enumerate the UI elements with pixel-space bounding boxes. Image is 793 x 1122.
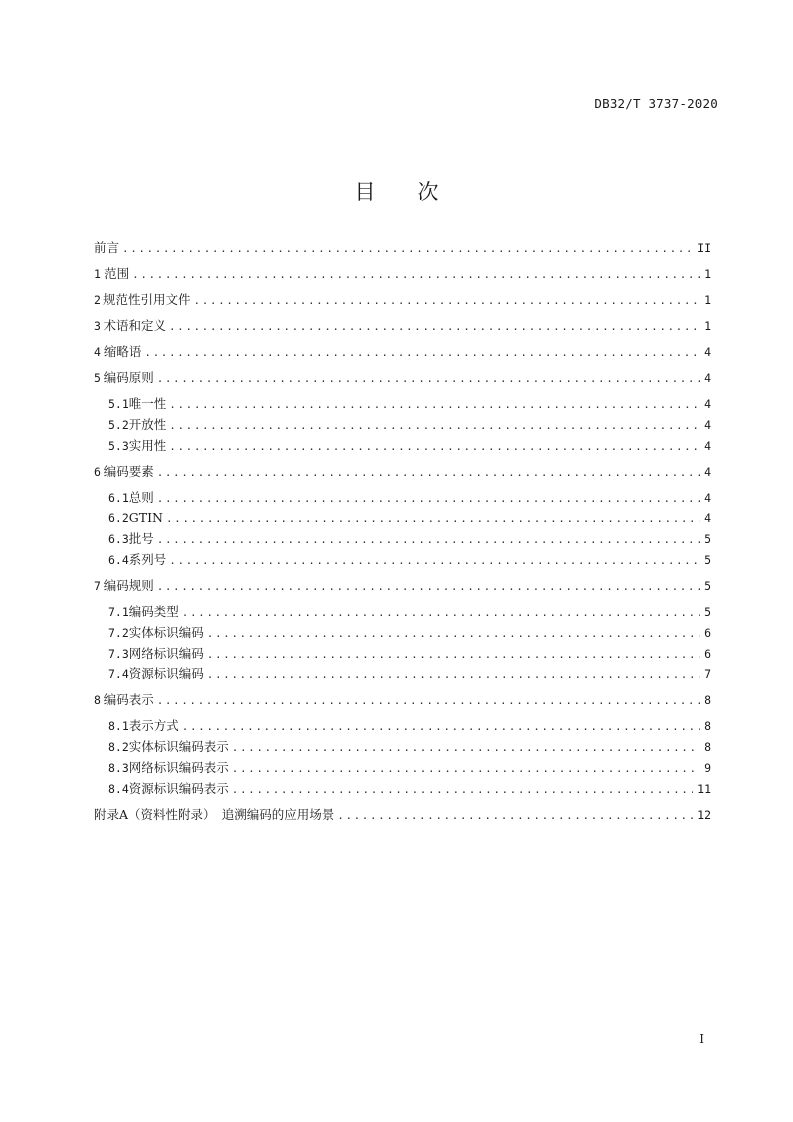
toc-entry-page: 4 [704,397,711,411]
dot-leader [182,603,700,623]
dot-leader [157,691,700,711]
toc-entry-number: 6.2 [108,511,129,526]
toc-entry[interactable] [108,737,711,757]
toc-entry[interactable] [94,690,711,710]
toc-entry-page: II [697,241,711,255]
toc-entry[interactable] [108,550,711,570]
toc-entry-number: 8.1 [108,719,129,734]
toc-entry-page: 1 [704,267,711,281]
toc-entry-label: 规范性引用文件 [103,292,191,307]
toc-entry[interactable] [108,529,711,549]
toc-entry-page: 5 [704,579,711,593]
toc-entry-label: 前言 [94,240,120,255]
dot-leader [169,551,700,571]
toc-entry-label: 系列号 [128,552,167,567]
toc-entry[interactable] [94,238,711,258]
toc-entry-label: 附录A（资料性附录） 追溯编码的应用场景 [94,806,335,822]
toc-entry-page: 8 [704,719,711,734]
dot-leader [207,645,700,665]
toc-entry-number: 7.2 [108,625,129,640]
dot-leader [157,530,700,550]
toc-entry-number: 5 [94,371,101,385]
toc-entry[interactable] [108,488,711,508]
dot-leader [182,717,700,737]
toc-entry[interactable] [108,508,711,528]
toc-entry-label: 编码规则 [103,578,154,593]
toc-entry-number: 7 [94,579,101,593]
toc-entry-label: 网络标识编码 [128,645,204,661]
toc-entry-label: 缩略语 [103,344,142,359]
dot-leader [232,738,700,758]
toc-entry-number: 8.4 [108,781,129,796]
toc-entry[interactable] [108,779,711,799]
toc-entry-label: GTIN [128,510,163,526]
toc-entry-page: 4 [704,464,711,479]
toc-entry-page: 8 [704,693,711,708]
toc-entry-label: 实体标识编码 [128,624,204,640]
toc-entry-label: 编码要素 [103,463,154,479]
toc-entry[interactable] [108,644,711,664]
dot-leader [337,806,693,826]
toc-entry-label: 批号 [128,531,154,547]
toc-entry-label: 表示方式 [128,718,179,734]
toc-entry-number: 2 [94,293,101,307]
toc-entry-number: 8.3 [108,761,129,775]
toc-entry[interactable] [94,368,711,388]
toc-entry-number: 8.2 [108,740,129,755]
toc-entry-page: 11 [697,781,711,796]
toc-entry-label: 网络标识编码表示 [128,760,229,775]
page-title: 目次 [354,180,481,204]
toc-entry-page: 1 [704,293,711,307]
toc-entry-page: 6 [704,646,711,661]
toc-entry-number: 5.1 [108,397,129,411]
dot-leader [157,463,700,483]
toc-entry-label: 资源标识编码 [128,666,204,682]
dot-leader [194,291,701,311]
toc-entry[interactable] [108,436,711,456]
toc-entry-number: 7.1 [108,605,129,619]
toc-entry-page: 4 [704,511,711,526]
toc-entry-page: 1 [704,319,711,333]
toc-entry-page: 4 [704,371,711,385]
toc-entry-label: 开放性 [128,416,167,432]
toc-entry-page: 4 [704,345,711,359]
toc-entry[interactable] [108,664,711,684]
toc-entry-number: 6 [94,464,101,479]
document-code: DB32/T 3737-2020 [594,96,718,111]
dot-leader [207,665,700,685]
toc-entry-number: 7.3 [108,646,129,661]
page-number: I [699,1032,704,1046]
dot-leader [169,317,700,337]
toc-entry-page: 4 [704,490,711,505]
toc-entry[interactable] [94,264,711,284]
toc-entry-number: 3 [94,319,101,333]
toc-entry-number: 5.3 [108,438,129,453]
toc-entry[interactable] [94,316,711,336]
dot-leader [157,489,700,509]
dot-leader [157,369,700,389]
toc-entry-label: 实用性 [128,437,167,453]
toc-entry[interactable] [108,623,711,643]
toc-entry[interactable] [94,342,711,362]
toc-entry-page: 7 [704,667,711,682]
toc-entry-number: 4 [94,345,101,359]
dot-leader [144,343,700,363]
toc-entry-label: 术语和定义 [103,318,166,333]
toc-entry-label: 范围 [104,266,130,281]
toc-entry-label: 编码表示 [103,692,154,708]
toc-entry-page: 8 [704,740,711,755]
toc-entry[interactable] [94,576,711,596]
toc-entry-number: 7.4 [108,667,129,682]
toc-entry[interactable] [94,290,711,310]
toc-entry-number: 5.2 [108,417,129,432]
toc-entry[interactable] [94,805,711,825]
toc-entry-number: 6.3 [108,532,129,547]
toc-entry-number: 8 [94,693,101,708]
toc-entry[interactable] [94,462,711,482]
toc-entry-page: 4 [704,438,711,453]
toc-entry-page: 4 [704,417,711,432]
toc-entry-label: 唯一性 [128,396,167,411]
dot-leader [166,509,700,529]
toc-entry-label: 编码类型 [128,604,179,619]
toc-entry-label: 编码原则 [103,370,154,385]
toc-entry[interactable] [108,415,711,435]
dot-leader [122,239,693,259]
toc-entry-page: 5 [704,532,711,547]
toc-entry[interactable] [108,394,711,414]
toc-entry[interactable] [108,602,711,622]
toc-entry-number: 6.1 [108,490,129,505]
toc-entry-number: 6.4 [108,553,129,567]
dot-leader [169,437,700,457]
toc-entry-page: 9 [704,761,711,775]
toc-entry-page: 12 [697,807,711,822]
dot-leader [157,577,700,597]
dot-leader [232,759,700,779]
toc-entry-number: 1 [94,267,101,281]
toc-entry-label: 总则 [128,489,154,505]
dot-leader [169,416,700,436]
toc-entry-page: 5 [704,605,711,619]
dot-leader [232,780,693,800]
dot-leader [169,395,700,415]
dot-leader [207,624,700,644]
toc-entry[interactable] [108,758,711,778]
toc-entry[interactable] [108,716,711,736]
toc-entry-page: 6 [704,625,711,640]
toc-entry-label: 实体标识编码表示 [128,739,229,755]
toc-entry-label: 资源标识编码表示 [128,780,229,796]
toc-entry-page: 5 [704,553,711,567]
dot-leader [132,265,700,285]
